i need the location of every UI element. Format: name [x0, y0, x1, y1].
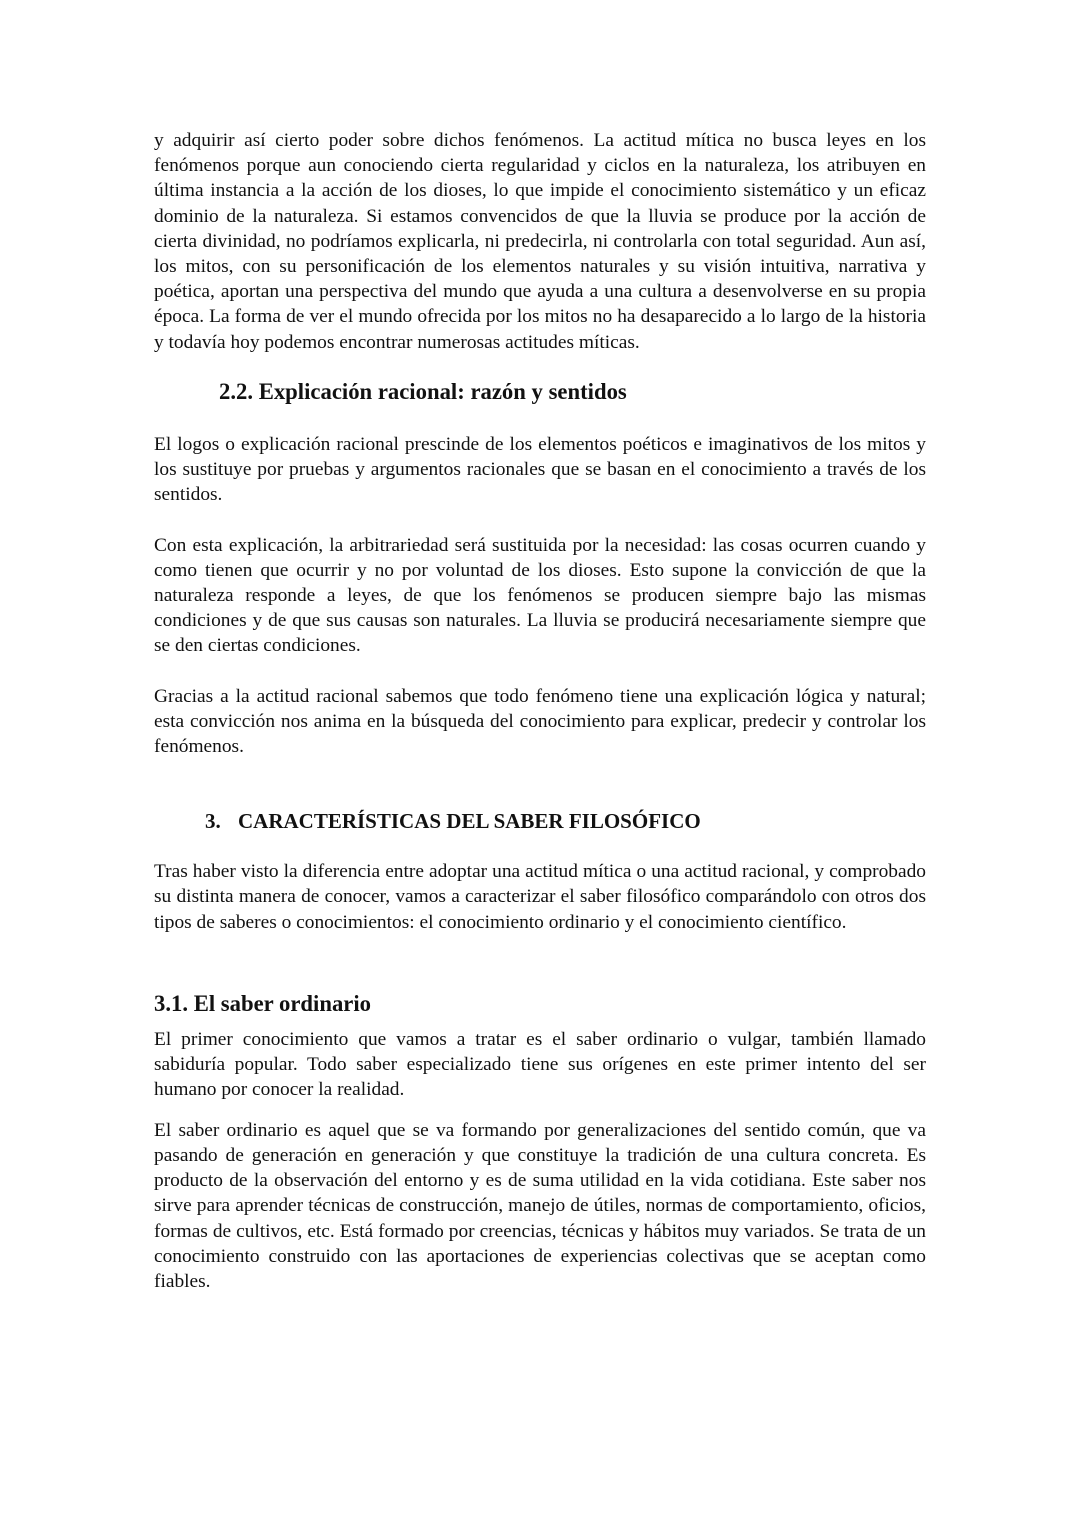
document-page: [154, 128, 926, 1294]
section-3-paragraph: Tras haber visto la diferencia entre adoptar una actitud mítica o una actitud racional, y comprobado su distinta manera de conocer, vamos a caracterizar el saber filosófico comparándolo con otros dos tipos de saberes o conocimientos: el conocimiento ordinario y el conocimiento científico.: [154, 861, 926, 933]
section-2-2-heading: 2.2. Explicación racional: razón y sentidos: [219, 378, 627, 404]
section-3-number: 3.: [205, 809, 221, 834]
intro-paragraph: y adquirir así cierto poder sobre dichos fenómenos. La actitud mítica no busca leyes en los fenómenos porque aun conociendo cierta regularidad y ciclos en la naturaleza, los atribuyen en última instancia a la acción de los dioses, lo que impide el conocimiento sistemático y un eficaz dominio de la naturaleza. Si estamos convencidos de que la lluvia se produce por la acción de cierta divinidad, no podríamos explicarla, ni predecirla, ni controlarla con total seguridad. Aun así, los mitos, con su personificación de los elementos naturales y su visión intuitiva, narrativa y poética, aportan una perspectiva del mundo que ayuda a una cultura a desenvolverse en su propia época. La forma de ver el mundo ofrecida por los mitos no ha desaparecido a lo largo de la historia y todavía hoy podemos encontrar numerosas actitudes míticas.: [154, 130, 926, 353]
section-3-heading: [154, 808, 926, 834]
section-2-2-paragraph-1: El logos o explicación racional prescinde de los elementos poéticos e imaginativos de los mitos y los sustituye por pruebas y argumentos racionales que se basan en el conocimiento a través de los sentidos.: [154, 434, 926, 506]
section-2-2-paragraph-3: Gracias a la actitud racional sabemos que todo fenómeno tiene una explicación lógica y natural; esta convicción nos anima en la búsqueda del conocimiento para explicar, predecir y controlar los fenómenos.: [154, 685, 926, 758]
section-3-1-paragraph-1: El primer conocimiento que vamos a tratar es el saber ordinario o vulgar, también llamado sabiduría popular. Todo saber especializado tiene sus orígenes en este primer intento del ser humano por conocer la realidad.: [154, 1029, 926, 1101]
section-3-1-heading: 3.1. El saber ordinario: [154, 990, 372, 1016]
section-3-1-paragraph-2: El saber ordinario es aquel que se va formando por generalizaciones del sentido común, que va pasando de generación en generación y que constituye la tradición de una cultura concreta. Es producto de la observación del entorno y es de suma utilidad en la vida cotidiana. Este saber nos sirve para aprender técnicas de construcción, manejo de útiles, normas de comportamiento, oficios, formas de cultivos, etc. Está formado por creencias, técnicas y hábitos muy variados. Se trata de un conocimiento construido con las aportaciones de experiencias colectivas que se aceptan como fiables.: [154, 1119, 926, 1292]
section-3-title: CARACTERÍSTICAS DEL SABER FILOSÓFICO: [238, 809, 701, 834]
section-2-2-paragraph-2: Con esta explicación, la arbitrariedad será sustituida por la necesidad: las cosas ocurren cuando y como tienen que ocurrir y no por voluntad de los dioses. Esto supone la convicción de que la naturaleza responde a leyes, de que los fenómenos se producen siempre bajo las mismas condiciones y de que sus causas son naturales. La lluvia se producirá necesariamente siempre que se den ciertas condiciones.: [154, 534, 926, 657]
